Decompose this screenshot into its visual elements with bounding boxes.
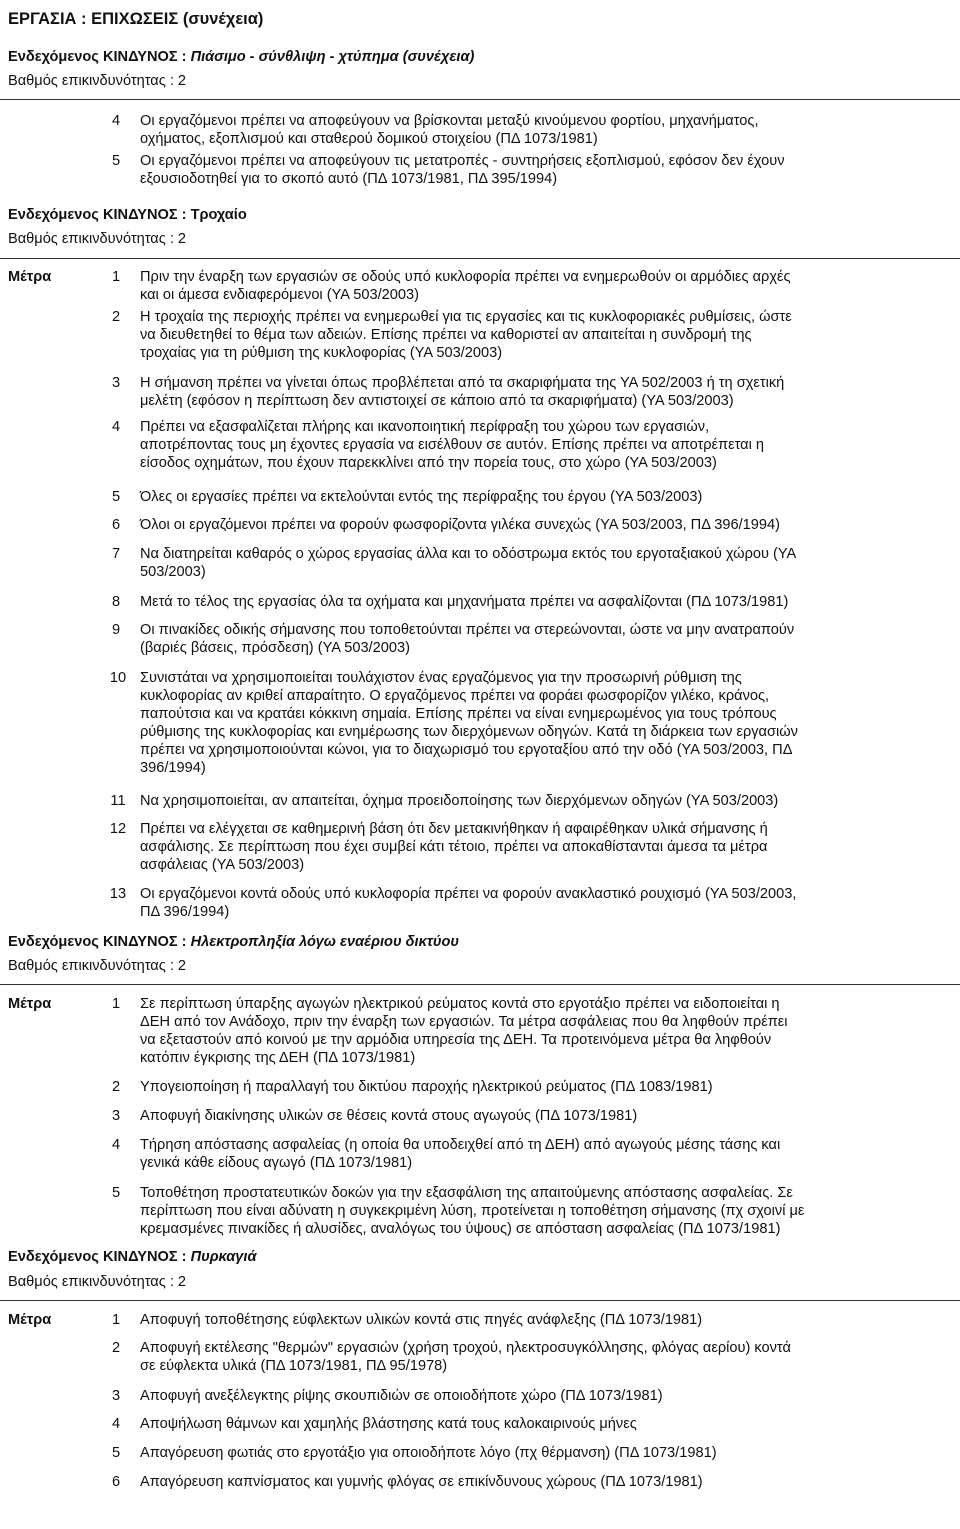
measure-number: 11	[110, 793, 126, 809]
measure-line: περίπτωση που είναι αδύνατη η συγκεκριμένη λύση, προτείνεται η τοποθέτηση σήμανσης (πχ σχοινί με	[140, 1203, 805, 1219]
measures-label: Μέτρα	[8, 996, 52, 1012]
measure-number: 4	[111, 1416, 121, 1432]
measure-number: 5	[111, 1185, 121, 1201]
page-title: ΕΡΓΑΣΙΑ : ΕΠΙΧΩΣΕΙΣ (συνέχεια)	[8, 10, 264, 28]
measure-line: Η τροχαία της περιοχής πρέπει να ενημερωθεί για τις εργασίες και τις κυκλοφοριακές ρυθμίσεις, ώστε	[140, 309, 792, 325]
measure-number: 10	[109, 670, 127, 686]
measure-text	[140, 593, 952, 611]
measure-line: Οι εργαζόμενοι πρέπει να αποφεύγουν να βρίσκονται μεταξύ κινούμενου φορτίου, μηχανήματος,	[140, 113, 759, 129]
measure-line: Αποφυγή διακίνησης υλικών σε θέσεις κοντά στους αγωγούς (ΠΔ 1073/1981)	[140, 1108, 638, 1124]
measure-number: 4	[111, 1137, 121, 1153]
measure-text	[140, 1444, 952, 1462]
measure-text	[140, 1136, 952, 1172]
section-divider	[0, 1300, 960, 1301]
measure-line: Αποφυγή ανεξέλεγκτης ρίψης σκουπιδιών σε οποιοδήποτε χώρο (ΠΔ 1073/1981)	[140, 1388, 663, 1404]
measure-text	[140, 1184, 952, 1238]
measure-line: κρεμασμένες πινακίδες ή αλυσίδες, αναλόγως του ύψους) σε απόσταση ασφαλείας (ΠΔ 1073/1981)	[140, 1221, 781, 1237]
measures-label: Μέτρα	[8, 1312, 52, 1328]
measure-line: μελέτη (εφόσον η περίπτωση δεν αντιστοιχεί σε κάποιο από τα σκαριφήματα) (ΥΑ 503/2003)	[140, 393, 734, 409]
measure-text	[140, 1107, 952, 1125]
measure-line: τροχαίας για τη ρύθμιση της κυκλοφορίας (ΥΑ 503/2003)	[140, 345, 503, 361]
measures-label: Μέτρα	[8, 269, 52, 285]
measure-line: Σε περίπτωση ύπαρξης αγωγών ηλεκτρικού ρεύματος κοντά στο εργοτάξιο πρέπει να ειδοποιείται η	[140, 996, 780, 1012]
measure-number: 9	[111, 622, 121, 638]
section-divider	[0, 258, 960, 259]
hazard-name: Τροχαίο	[190, 207, 247, 223]
measure-line: Όλες οι εργασίες πρέπει να εκτελούνται εντός της περίφραξης του έργου (ΥΑ 503/2003)	[140, 489, 703, 505]
measure-line: οχήματος, εξοπλισμού και σταθερού δομικού στοιχείου (ΠΔ 1073/1981)	[140, 131, 598, 147]
measure-text	[140, 1339, 952, 1375]
measure-text	[140, 820, 952, 874]
measure-line: ΔΕΗ από τον Ανάδοχο, πριν την έναρξη των εργασιών. Τα μέτρα ασφάλειας που θα ληφθούν πρέπει	[140, 1014, 788, 1030]
measure-line: Συνιστάται να χρησιμοποιείται τουλάχιστον ένας εργαζόμενος για την προσωρινή ρύθμιση της	[140, 670, 742, 686]
measure-number: 1	[111, 1312, 121, 1328]
measure-line: 503/2003)	[140, 564, 206, 580]
measure-line: Τήρηση απόστασης ασφαλείας (η οποία θα υποδειχθεί από τη ΔΕΗ) από αγωγούς μέσης τάσης και	[140, 1137, 781, 1153]
measure-line: ρύθμισης της κυκλοφορίας και ενημέρωσης των διερχόμενων οδηγών. Κατά τη διάρκεια των εργασιών	[140, 724, 798, 740]
section-divider	[0, 99, 960, 100]
measure-number: 3	[111, 1108, 121, 1124]
hazard-name: Ηλεκτροπληξία λόγω εναέριου δικτύου	[190, 934, 459, 950]
measure-text	[140, 418, 952, 472]
measure-line: Η σήμανση πρέπει να γίνεται όπως προβλέπεται από τα σκαριφήματα της ΥΑ 502/2003 ή τη σχετική	[140, 375, 785, 391]
measure-line: ΠΔ 396/1994)	[140, 904, 230, 920]
hazard-name: Πυρκαγιά	[190, 1249, 257, 1265]
measure-text	[140, 152, 952, 188]
measure-number: 1	[111, 996, 121, 1012]
measure-text	[140, 1473, 952, 1491]
measure-line: 396/1994)	[140, 760, 206, 776]
measure-line: Αποψήλωση θάμνων και χαμηλής βλάστησης κατά τους καλοκαιρινούς μήνες	[140, 1416, 637, 1432]
measure-text	[140, 545, 952, 581]
measure-text	[140, 621, 952, 657]
measure-line: Υπογειοποίηση ή παραλλαγή του δικτύου παροχής ηλεκτρικού ρεύματος (ΠΔ 1083/1981)	[140, 1079, 713, 1095]
measure-number: 2	[111, 1079, 121, 1095]
measure-line: Οι πινακίδες οδικής σήμανσης που τοποθετούνται πρέπει να στερεώνονται, ώστε να μην ανατραπούν	[140, 622, 795, 638]
measure-line: αποτρέποντας τους μη έχοντες εργασία να εισέλθουν σε αυτόν. Επίσης πρέπει να αποτρέπεται η	[140, 437, 765, 453]
measure-number: 2	[111, 309, 121, 325]
measure-line: Πρέπει να ελέγχεται σε καθημερινή βάση ότι δεν μετακινήθηκαν ή αφαιρέθηκαν υλικά σήμανσης ή	[140, 821, 768, 837]
hazard-name: Πιάσιμο - σύνθλιψη - χτύπημα (συνέχεια)	[190, 49, 475, 65]
hazard-prefix: Ενδεχόμενος ΚΙΝΔΥΝΟΣ :	[8, 207, 191, 223]
measure-line: Να χρησιμοποιείται, αν απαιτείται, όχημα προειδοποίησης των διερχόμενων οδηγών (ΥΑ 503/2003)	[140, 793, 779, 809]
measure-number: 5	[111, 489, 121, 505]
measure-text	[140, 308, 952, 362]
measure-line: Τοποθέτηση προστατευτικών δοκών για την εξασφάλιση της απαιτούμενης απόστασης ασφαλείας. Σε	[140, 1185, 793, 1201]
measure-text	[140, 669, 952, 777]
measure-number: 5	[111, 1445, 121, 1461]
measure-number: 4	[111, 113, 121, 129]
measure-line: και οι άμεσα ενδιαφερόμενοι (ΥΑ 503/2003)	[140, 287, 419, 303]
measure-line: Απαγόρευση φωτιάς στο εργοτάξιο για οποιοδήποτε λόγο (πχ θέρμανση) (ΠΔ 1073/1981)	[140, 1445, 717, 1461]
severity-level: Βαθμός επικινδυνότητας : 2	[8, 231, 187, 247]
measure-line: Να διατηρείται καθαρός ο χώρος εργασίας άλλα και το οδόστρωμα εκτός του εργοταξιακού χώρου (ΥΑ	[140, 546, 797, 562]
measure-line: Πρέπει να εξασφαλίζεται πλήρης και ικανοποιητική περίφραξη του χώρου των εργασιών,	[140, 419, 710, 435]
measure-number: 1	[111, 269, 121, 285]
measure-number: 12	[109, 821, 127, 837]
measure-number: 3	[111, 375, 121, 391]
measure-text	[140, 374, 952, 410]
measure-text	[140, 516, 952, 534]
measure-line: να εξεταστούν από κοινού με την αρμόδια υπηρεσία της ΔΕΗ. Τα προτεινόμενα μέτρα θα ληφθούν	[140, 1032, 772, 1048]
measure-line: Απαγόρευση καπνίσματος και γυμνής φλόγας σε επικίνδυνους χώρους (ΠΔ 1073/1981)	[140, 1474, 703, 1490]
measure-line: είσοδος οχημάτων, που έχουν παρεκκλίνει από την πορεία τους, στο χώρο (ΥΑ 503/2003)	[140, 455, 717, 471]
measure-line: (βαριές βάσεις, πρόσδεση) (ΥΑ 503/2003)	[140, 640, 410, 656]
hazard-prefix: Ενδεχόμενος ΚΙΝΔΥΝΟΣ :	[8, 49, 191, 65]
measure-line: Μετά το τέλος της εργασίας όλα τα οχήματα και μηχανήματα πρέπει να ασφαλίζονται (ΠΔ 1073/1981)	[140, 594, 789, 610]
measure-line: Οι εργαζόμενοι κοντά οδούς υπό κυκλοφορία πρέπει να φορούν ανακλαστικό ρουχισμό (ΥΑ 503/2003,	[140, 886, 797, 902]
measure-number: 6	[111, 1474, 121, 1490]
measure-line: Πριν την έναρξη των εργασιών σε οδούς υπό κυκλοφορία πρέπει να ενημερωθούν οι αρμόδιες αρχές	[140, 269, 791, 285]
measure-number: 6	[111, 517, 121, 533]
measure-text	[140, 1387, 952, 1405]
severity-level: Βαθμός επικινδυνότητας : 2	[8, 1274, 187, 1290]
measure-line: εξουσιοδοτηθεί για το σκοπό αυτό (ΠΔ 1073/1981, ΠΔ 395/1994)	[140, 171, 558, 187]
measure-text	[140, 1078, 952, 1096]
section-divider	[0, 984, 960, 985]
hazard-heading	[8, 933, 459, 951]
hazard-prefix: Ενδεχόμενος ΚΙΝΔΥΝΟΣ :	[8, 934, 191, 950]
measure-line: κυκλοφορίας αν κριθεί απαραίτητο. Ο εργαζόμενος πρέπει να φοράει φωσφορίζον γιλέκο, κράνος,	[140, 688, 770, 704]
severity-level: Βαθμός επικινδυνότητας : 2	[8, 73, 187, 89]
hazard-heading	[8, 206, 247, 224]
measure-line: πρέπει να χρησιμοποιούνται κώνοι, για το διαχωρισμό του εργοταξίου από την οδό (ΥΑ 503/2003, ΠΔ	[140, 742, 793, 758]
measure-line: ασφάλειας (ΥΑ 503/2003)	[140, 857, 305, 873]
measure-line: ασφάλισης. Σε περίπτωση που έχει συμβεί κάτι τέτοιο, πρέπει να αποκαθίστανται άμεσα τα μέτρα	[140, 839, 768, 855]
hazard-heading	[8, 48, 474, 66]
measure-number: 7	[111, 546, 121, 562]
measure-text	[140, 112, 952, 148]
measure-line: να διευθετηθεί το θέμα των αδειών. Επίσης πρέπει να καθοριστεί αν απαιτείται η συνδρομή της	[140, 327, 752, 343]
measure-line: Αποφυγή τοποθέτησης εύφλεκτων υλικών κοντά στις πηγές ανάφλεξης (ΠΔ 1073/1981)	[140, 1312, 703, 1328]
measure-line: σε εύφλεκτα υλικά (ΠΔ 1073/1981, ΠΔ 95/1978)	[140, 1358, 448, 1374]
hazard-prefix: Ενδεχόμενος ΚΙΝΔΥΝΟΣ :	[8, 1249, 191, 1265]
measure-line: Αποφυγή εκτέλεσης "θερμών" εργασιών (χρήση τροχού, ηλεκτροσυγκόλλησης, φλόγας αερίου) κοντά	[140, 1340, 791, 1356]
measure-text	[140, 885, 952, 921]
measure-text	[140, 792, 952, 810]
measure-text	[140, 995, 952, 1067]
measure-number: 4	[111, 419, 121, 435]
measure-number: 5	[111, 153, 121, 169]
hazard-heading	[8, 1248, 257, 1266]
measure-line: παπούτσια και να κρατάει κόκκινη σημαία. Επίσης πρέπει να είναι ενημερωμένος για τους τρόπους	[140, 706, 777, 722]
measure-line: Όλοι οι εργαζόμενοι πρέπει να φορούν φωσφορίζοντα γιλέκα συνεχώς (ΥΑ 503/2003, ΠΔ 396/1994)	[140, 517, 780, 533]
measure-text	[140, 268, 952, 304]
measure-line: κατόπιν έγκρισης της ΔΕΗ (ΠΔ 1073/1981)	[140, 1050, 416, 1066]
measure-text	[140, 1311, 952, 1329]
measure-number: 8	[111, 594, 121, 610]
measure-line: Οι εργαζόμενοι πρέπει να αποφεύγουν τις μετατροπές - συντηρήσεις εξοπλισμού, εφόσον δεν έχουν	[140, 153, 785, 169]
measure-text	[140, 1415, 952, 1433]
severity-level: Βαθμός επικινδυνότητας : 2	[8, 958, 187, 974]
measure-text	[140, 488, 952, 506]
measure-line: γενικά κάθε είδους αγωγό (ΠΔ 1073/1981)	[140, 1155, 413, 1171]
measure-number: 13	[109, 886, 127, 902]
measure-number: 3	[111, 1388, 121, 1404]
measure-number: 2	[111, 1340, 121, 1356]
